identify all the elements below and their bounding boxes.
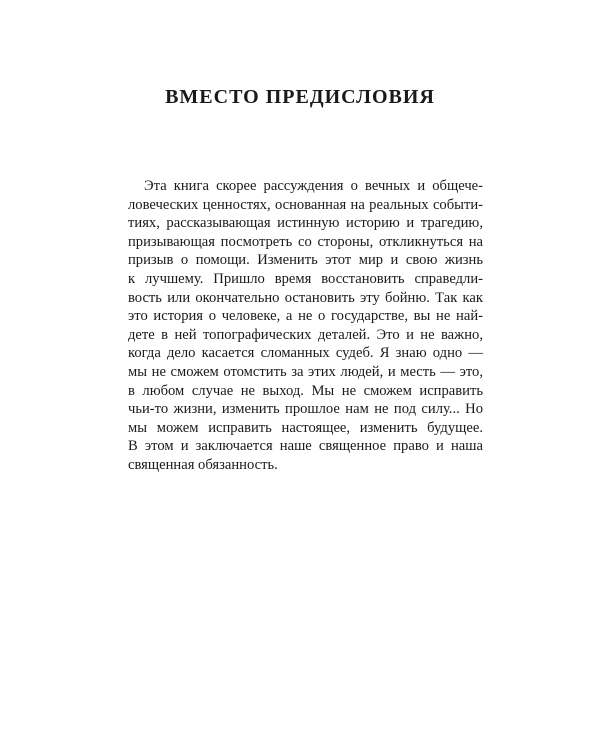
text-line: священная обязанность. [128,456,278,473]
text-line: дете в ней топографических деталей. Это и не важно, [128,326,483,343]
text-line: вость или окончательно остановить эту бойню. Так как [128,289,483,306]
text-line: когда дело касается сломанных судеб. Я знаю одно — [128,345,483,362]
text-line: В этом и заключается наше священное право и наша [128,438,483,455]
text-line: чьи-то жизни, изменить прошлое нам не под силу... Но [128,401,483,418]
text-line: мы не сможем отомстить за этих людей, и месть — это, [128,363,483,380]
chapter-title: ВМЕСТО ПРЕДИСЛОВИЯ [165,86,435,108]
text-line: ловеческих ценностях, основанная на реальных событи- [128,196,483,213]
text-line: мы можем исправить настоящее, изменить будущее. [128,419,483,436]
text-line: Эта книга скорее рассуждения о вечных и общече- [144,178,483,194]
text-line: к лучшему. Пришло время восстановить справедли- [128,270,483,287]
text-line: в любом случае не выход. Мы не сможем исправить [128,382,483,399]
preface-paragraph [128,177,483,475]
text-line: призыв о помощи. Изменить этот мир и свою жизнь [128,252,483,269]
text-line: призывающая посмотреть со стороны, откликнуться на [128,233,483,250]
text-line: это история о человеке, а не о государстве, вы не най- [128,308,483,325]
text-line: тиях, рассказывающая истинную историю и трагедию, [128,215,483,232]
